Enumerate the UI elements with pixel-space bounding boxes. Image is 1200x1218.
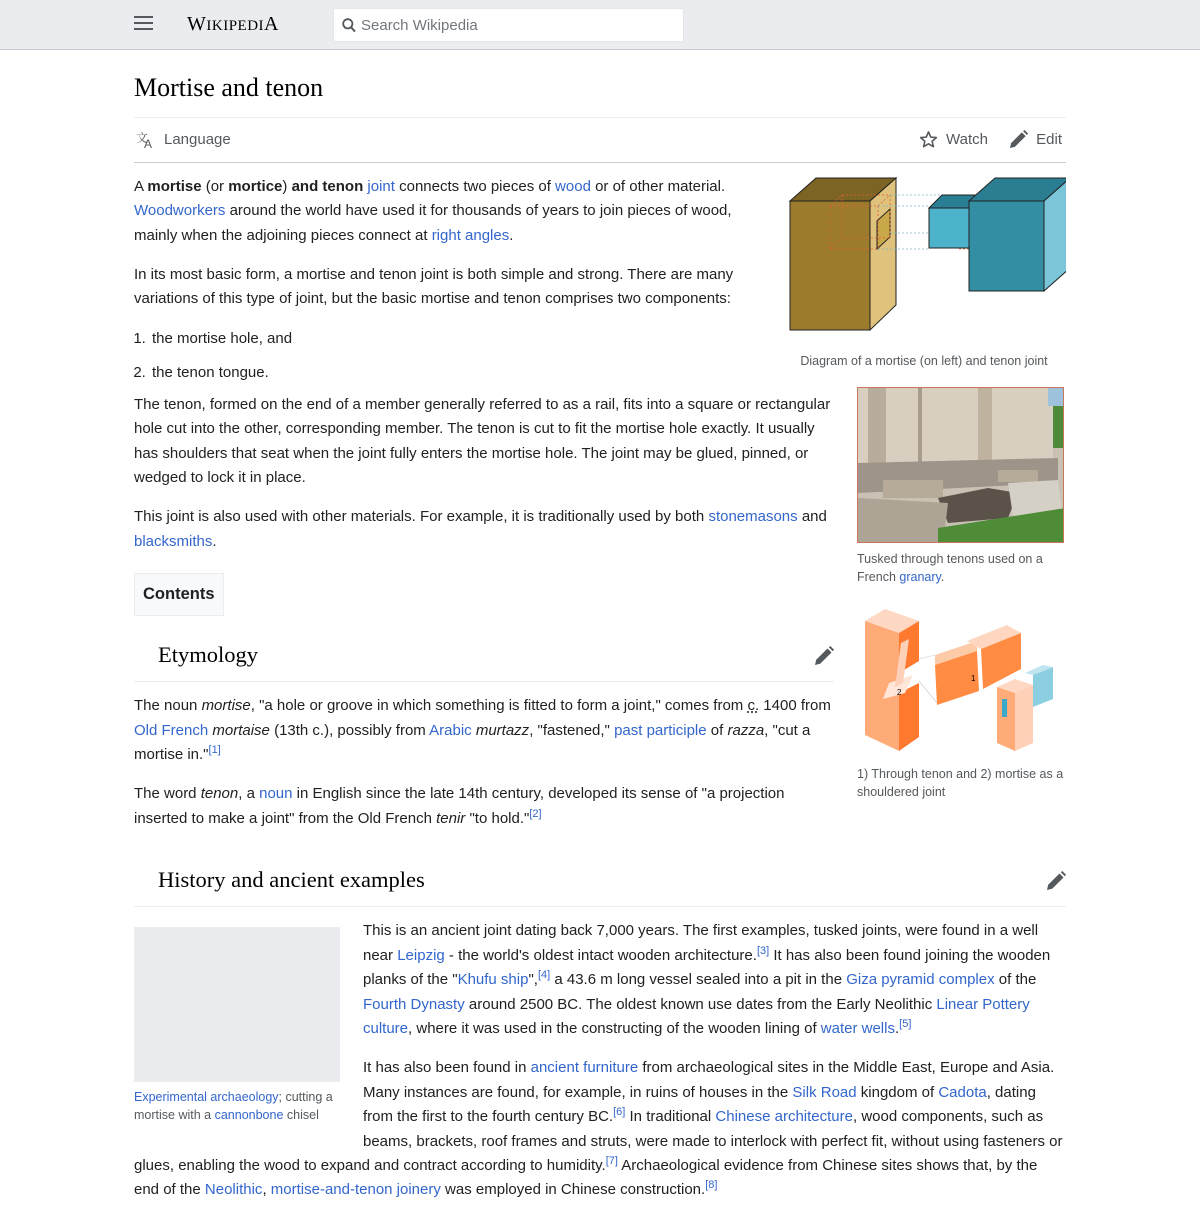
- text: This joint is also used with other materials. For example, it is traditionally used by both: [134, 508, 709, 526]
- text: In traditional: [625, 1108, 716, 1126]
- woodworkers-link[interactable]: Woodworkers: [134, 202, 226, 220]
- text: The word: [134, 785, 201, 803]
- reference-link[interactable]: [3]: [756, 944, 770, 957]
- pencil-icon: [1009, 130, 1028, 149]
- text: or of other material.: [590, 177, 726, 195]
- arabic-link[interactable]: Arabic: [429, 721, 472, 739]
- text: ",: [528, 971, 538, 989]
- etymology-section-header: [134, 632, 834, 682]
- figure-joint-illustration: [857, 603, 1064, 801]
- text: around 2500 BC. The oldest known use dates from the Early Neolithic: [464, 995, 937, 1013]
- leipzig-link[interactable]: Leipzig: [397, 946, 445, 964]
- article-body: [134, 163, 1066, 1203]
- mortise-tenon-diagram[interactable]: [782, 173, 1066, 343]
- intro-paragraph-1: [134, 175, 734, 248]
- star-icon: [919, 130, 938, 149]
- experimental-archaeology-link[interactable]: Experimental archaeology: [134, 1090, 279, 1105]
- stonemasons-link[interactable]: stonemasons: [708, 508, 798, 526]
- italic-term: tenir: [436, 809, 466, 827]
- text: connects two pieces of: [394, 177, 556, 195]
- reference-link[interactable]: [5]: [899, 1017, 912, 1030]
- figure-caption: 1) Through tenon and 2) mortise as a shouldered joint: [857, 766, 1064, 799]
- etymology-paragraph-1: [134, 694, 834, 767]
- text: chisel: [283, 1108, 319, 1123]
- bold-term: mortice: [228, 177, 283, 195]
- text: "to hold.": [465, 809, 530, 827]
- text: ): [282, 177, 292, 195]
- reference-link[interactable]: [1]: [208, 744, 221, 757]
- intro-paragraph-2: In its most basic form, a mortise and tenon joint is both simple and strong. There are many variations of this type of joint, but the basic mortise and tenon comprises two components:: [134, 266, 734, 308]
- figure-experimental-archaeology: [134, 927, 340, 1124]
- text: , wood components, such as beams, brackets, roof frames and struts, were made to interlock with perfect fit, without using fasteners or glues, enabling the wood to expand and contract according to humidity.: [134, 1108, 1063, 1174]
- granary-photo[interactable]: [857, 387, 1064, 543]
- history-section-header: [134, 857, 1066, 907]
- contents-toggle[interactable]: Contents: [134, 573, 224, 616]
- hamburger-menu-icon[interactable]: [134, 16, 153, 32]
- section-edit-pencil-icon[interactable]: [814, 646, 834, 666]
- reference-link[interactable]: [7]: [605, 1154, 618, 1167]
- chinese-architecture-link[interactable]: Chinese architecture: [715, 1108, 853, 1126]
- italic-term: mortaise: [212, 721, 270, 739]
- cannonbone-link[interactable]: cannonbone: [214, 1108, 284, 1123]
- text: 1400 from: [759, 697, 831, 715]
- search-icon: [342, 18, 356, 33]
- svg-text:文: 文: [136, 130, 149, 145]
- caption-text: Tusked through tenons used on a French: [857, 551, 1043, 584]
- text: Archaeological evidence from Chinese sites shows that, by the end of the: [134, 1156, 1038, 1199]
- text: , a: [238, 785, 260, 803]
- image-placeholder[interactable]: [134, 927, 340, 1082]
- right-angles-link[interactable]: right angles: [431, 226, 510, 244]
- granary-link[interactable]: granary: [899, 569, 941, 584]
- text: , "fastened,": [529, 721, 615, 739]
- list-item: 2. the tenon tongue.: [150, 361, 834, 385]
- edit-button[interactable]: [1009, 130, 1062, 149]
- blacksmiths-link[interactable]: blacksmiths: [134, 532, 213, 550]
- text: .: [894, 1019, 900, 1037]
- intro-column: [134, 175, 834, 832]
- text: ; cutting a mortise with a: [134, 1090, 333, 1123]
- old-french-link[interactable]: Old French: [134, 721, 209, 739]
- text: It has also been found joining the wooden planks of the ": [363, 946, 1051, 989]
- giza-pyramid-complex-link[interactable]: Giza pyramid complex: [846, 971, 995, 989]
- text: of: [706, 721, 728, 739]
- figure-diagram: [782, 173, 1066, 370]
- svg-text:A: A: [144, 136, 153, 149]
- neolithic-link[interactable]: Neolithic: [204, 1181, 263, 1199]
- language-icon: [136, 131, 156, 149]
- joint-link[interactable]: joint: [367, 177, 395, 195]
- photo-image: [858, 388, 1064, 543]
- bold-term: and tenon: [291, 177, 364, 195]
- text: of the: [994, 971, 1037, 989]
- text: , dating from the first to the fourth century BC.: [363, 1083, 1036, 1126]
- text: This is an ancient joint dating back 7,000 years. The first examples, tusked joints, were found in a well near: [363, 922, 1039, 964]
- figure-caption: Diagram of a mortise (on left) and tenon joint: [800, 353, 1048, 368]
- text: .: [212, 532, 217, 550]
- list-item: 1. the mortise hole, and: [150, 327, 834, 351]
- silk-road-link[interactable]: Silk Road: [792, 1083, 857, 1101]
- text: a 43.6 m long vessel sealed into a pit in the: [550, 971, 847, 989]
- page-actions-bar: [134, 117, 1066, 163]
- text: - the world's oldest intact wooden architecture.: [444, 946, 757, 964]
- search-input[interactable]: [361, 9, 676, 41]
- logo-letter: A: [264, 13, 279, 35]
- text: , "a hole or groove in which something is fitted to form a joint," comes from: [250, 697, 748, 715]
- text: was employed in Chinese construction.: [440, 1181, 706, 1199]
- circa-abbr[interactable]: c.: [747, 697, 760, 715]
- reference-link[interactable]: [6]: [613, 1106, 626, 1119]
- top-header: [0, 0, 1200, 50]
- figure-caption: [134, 1088, 340, 1124]
- section-edit-pencil-icon[interactable]: [1046, 871, 1066, 891]
- figure-granary-photo: [857, 387, 1064, 586]
- logo-letters: IKIPEDI: [206, 18, 265, 34]
- text: , "cut a mortise in.": [134, 721, 811, 764]
- khufu-ship-link[interactable]: Khufu ship: [457, 971, 529, 989]
- text: (or: [201, 177, 229, 195]
- text: kingdom of: [856, 1083, 939, 1101]
- bold-term: mortise: [147, 177, 202, 195]
- text: and: [797, 508, 827, 526]
- wood-link[interactable]: wood: [555, 177, 591, 195]
- mortise-and-tenon-joinery-link[interactable]: mortise-and-tenon joinery: [270, 1181, 441, 1199]
- intro-paragraph-3: The tenon, formed on the end of a member generally referred to as a rail, fits into a square or rectangular hole cut into the other, corresponding member. The tenon is cut to fit the mortise hole exactly. It usually has shoulders that seat when the joint fully enters the mortise hole. The joint may be glued, pinned, or wedged to lock it in place.: [134, 395, 831, 487]
- text: in English since the late 14th century, developed its sense of "a projection inserted to make a joint" from the Old French: [134, 785, 785, 827]
- text: The noun: [134, 697, 202, 715]
- fourth-dynasty-link[interactable]: Fourth Dynasty: [363, 995, 465, 1013]
- search-box[interactable]: [333, 8, 684, 42]
- linear-pottery-culture-link[interactable]: Linear Pottery culture: [363, 995, 1030, 1037]
- text: A: [134, 177, 148, 195]
- watch-button[interactable]: [919, 130, 988, 149]
- reference-link[interactable]: [2]: [529, 807, 542, 820]
- language-label: Language: [164, 131, 231, 149]
- reference-link[interactable]: [4]: [537, 969, 551, 982]
- language-button[interactable]: [136, 131, 231, 149]
- through-tenon-illustration[interactable]: [857, 603, 1064, 753]
- text: (13th c.), possibly from: [269, 721, 430, 739]
- page-title: Mortise and tenon: [134, 73, 324, 102]
- etymology-heading: Etymology: [158, 642, 258, 668]
- logo-letter: W: [187, 13, 207, 35]
- past-participle-link[interactable]: past participle: [614, 721, 707, 739]
- noun-link[interactable]: noun: [259, 785, 293, 803]
- italic-term: mortise: [201, 697, 251, 715]
- cadota-link[interactable]: Cadota: [938, 1083, 987, 1101]
- text: .: [509, 226, 514, 244]
- figure-caption: [857, 550, 1064, 586]
- water-wells-link[interactable]: water wells: [820, 1019, 895, 1037]
- text: around the world have used it for thousands of years to join pieces of wood, mainly when the adjoining pieces connect at: [134, 202, 732, 244]
- components-list: [150, 327, 834, 385]
- history-heading: History and ancient examples: [158, 867, 425, 893]
- etymology-paragraph-2: [134, 782, 834, 831]
- label-2: 2: [897, 687, 902, 697]
- watch-label: Watch: [946, 130, 988, 148]
- wikipedia-logo[interactable]: [187, 13, 279, 36]
- text: It has also been found in: [363, 1059, 531, 1077]
- label-1: 1: [971, 673, 976, 683]
- reference-link[interactable]: [8]: [705, 1179, 718, 1192]
- main-content: [134, 50, 1066, 1218]
- edit-label: Edit: [1036, 130, 1062, 148]
- italic-term: razza: [727, 721, 765, 739]
- text: , where it was used in the constructing of the wooden lining of: [408, 1019, 821, 1037]
- ancient-furniture-link[interactable]: ancient furniture: [530, 1059, 639, 1077]
- italic-term: tenon: [200, 785, 239, 803]
- text: from archaeological sites in the Middle East, Europe and Asia. Many instances are found, for example, in ruins of houses in the: [363, 1059, 1055, 1101]
- italic-term: murtazz: [475, 721, 530, 739]
- intro-paragraph-4: [134, 505, 834, 554]
- caption-text: .: [940, 569, 945, 584]
- text: ,: [262, 1181, 271, 1199]
